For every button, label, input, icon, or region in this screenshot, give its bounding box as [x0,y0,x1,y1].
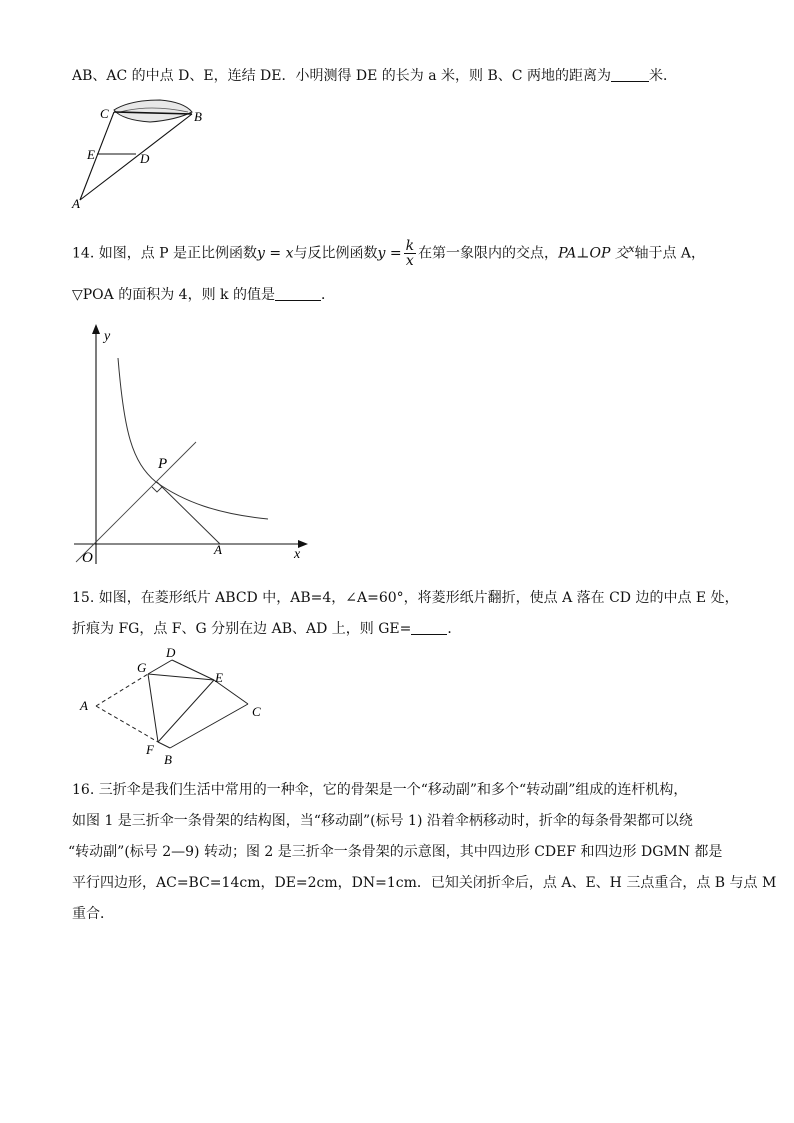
q14-frac-num: k [405,238,415,255]
q14-number: 14. [72,245,95,262]
q14-line2-wrap [72,286,335,304]
label-G: G [137,660,147,675]
label-C: C [100,106,109,121]
q15-line1: 如图，在菱形纸片 ABCD 中，AB=4，∠A=60°，将菱形纸片翻折，使点 A 落在 CD 边的中点 E 处， [98,590,739,606]
q15-line1-wrap [72,589,739,607]
label-B: B [194,109,202,124]
q13-answer-blank[interactable] [611,67,649,82]
q14-eq1: y = x [257,245,294,262]
dashed-AF [96,706,158,742]
label-A: A [214,542,222,557]
label-P: P [158,456,168,472]
q13-text [72,67,677,85]
label-D: D [140,151,150,166]
q14-answer-blank[interactable] [275,286,321,301]
q14-text4: PA⊥OP 交 [558,245,629,262]
label-O: O [82,550,93,566]
q16-line2: 如图 1 是三折伞一条骨架的结构图，当“移动副”(标号 1) 沿着伞柄移动时，折伞的每条骨架都可以绕 [72,813,693,829]
right-angle-mark [152,487,162,492]
label-C: C [252,704,261,719]
q16-line5: 重合． [72,906,114,922]
q16-line1-wrap [72,781,687,799]
q16-line3: “转动副”(标号 2—9) 转动；图 2 是三折伞一条骨架的示意图，其中四边形 CDEF 和四边形 DGMN 都是 [68,844,723,860]
q13-figure [60,92,220,214]
q14-figure [68,322,318,572]
q14-axis-x: x [628,244,635,255]
q13-line: AB、AC 的中点 D、E，连结 DE．小明测得 DE 的长为 a 米，则 B、C 两地的距离为 [72,68,611,84]
q15-answer-blank[interactable] [411,620,447,635]
q14-tail2: ． [320,287,335,303]
label-A: A [80,698,88,713]
segment-EF [158,680,214,742]
q15-tail2: ． [447,621,462,637]
q16-line4: 平行四边形，AC=BC=14cm，DE=2cm，DN=1cm．已知关闭折伞后，点 A、E、H 三点重合，点 B 与点 M [72,875,777,891]
label-x: x [294,547,301,562]
hyperbola-curve [118,358,268,519]
label-A: A [72,196,80,211]
dashed-AG [96,674,148,706]
q15-line2: 折痕为 FG，点 F、G 分别在边 AB、AD 上，则 GE= [72,621,412,637]
q14-line1 [72,233,705,271]
q13-tail: 米． [648,68,677,84]
label-y: y [104,329,111,344]
segment-CB [170,704,248,748]
label-E: E [215,670,223,685]
q14-fraction [404,239,416,268]
q15-line2-wrap [72,620,461,638]
segment-PA [157,482,220,544]
label-B: B [164,752,172,767]
y-axis-arrow [92,324,100,334]
q14-text1: 如图，点 P 是正比例函数 [98,245,258,262]
label-D: D [166,645,176,660]
q16-line1: 三折伞是我们生活中常用的一种伞，它的骨架是一个“移动副”和多个“转动副”组成的连杆机构， [98,782,688,798]
q15-figure [74,644,274,768]
q14-text3: 在第一象限内的交点， [418,245,559,262]
q14-eq2-lhs: y = [377,245,402,262]
q16-number: 16. [72,782,95,798]
q14-frac-den: x [405,253,414,270]
q15-number: 15. [72,590,95,606]
q14-line2: ▽POA 的面积为 4，则 k 的值是 [72,287,275,303]
label-F: F [146,742,154,757]
q14-text2: 与反比例函数 [293,245,378,262]
label-E: E [87,147,95,162]
segment-GF [148,674,158,742]
q14-text5: 轴于点 A， [634,245,706,262]
segment-GD [148,660,172,674]
segment-BF [158,742,170,748]
